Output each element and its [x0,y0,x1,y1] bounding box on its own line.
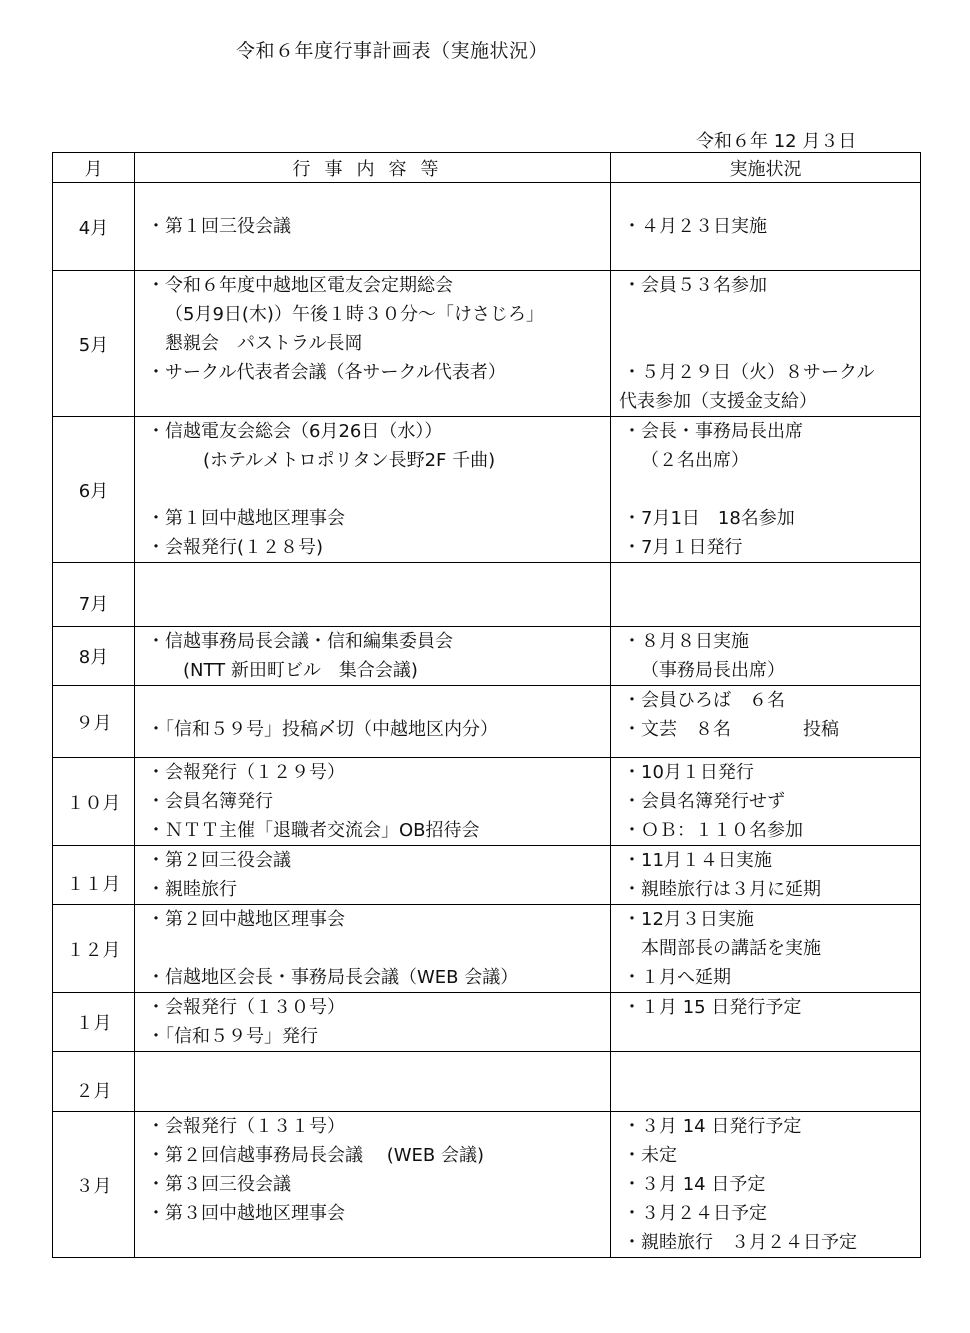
event-line: (NTT 新田町ビル 集合会議) [183,660,418,681]
status-line: ・１月 15 日発行予定 [623,997,802,1018]
status-line: ・会員５３名参加 [623,275,767,296]
status-line: ・５月２９日（火）８サークル [623,362,875,383]
event-line: ・「信和５９号」発行 [147,1026,318,1047]
event-line: 懇親会 パストラル長岡 [165,333,363,354]
table-row [53,993,921,1052]
table-row [53,846,921,905]
status-cell [611,993,921,1052]
status-line: ・会員名簿発行せず [623,791,785,812]
month-cell [53,627,135,686]
status-cell [611,846,921,905]
status-cell [611,563,921,627]
event-line [135,1081,610,1110]
event-line: ・ＮＴＴ主催「退職者交流会」OB招待会 [147,820,480,841]
event-line [135,1052,610,1081]
event-line: ・信越地区会長・事務局長会議（WEB 会議） [147,967,519,988]
status-line: ・7月１日発行 [623,537,743,558]
status-line [611,1022,920,1051]
event-line [135,183,610,212]
header-event: 行事内容等 [135,153,611,183]
event-line: ・サークル代表者会議（各サークル代表者） [147,362,506,383]
event-cell [135,1052,611,1112]
event-line: ・信越電友会総会（6月26日（水）） [147,421,443,442]
event-cell [135,758,611,846]
event-line: ・会報発行（１３１号） [147,1116,345,1137]
event-line: （5月9日(木)）午後１時３０分～「けさじろ」 [165,304,544,325]
status-cell [611,271,921,417]
status-line: ・３月 14 日発行予定 [623,1116,802,1137]
event-line: ・会報発行（１３０号） [147,997,345,1018]
document-date: 令和６年 12 月３日 [696,131,857,152]
month-label: 4月 [78,217,109,239]
month-cell [53,271,135,417]
document-title: 令和６年度行事計画表（実施状況） [236,40,549,62]
event-cell [135,563,611,627]
event-line: ・第３回三役会議 [147,1174,291,1195]
status-line: ・４月２３日実施 [623,216,767,237]
table-row [53,1112,921,1258]
status-line [611,183,920,212]
month-label: ９月 [75,712,112,734]
status-line: 本間部長の講話を実施 [641,938,821,959]
table-row [53,627,921,686]
event-cell [135,993,611,1052]
table-row [53,758,921,846]
status-line [611,592,920,621]
month-cell [53,686,135,758]
event-cell [135,271,611,417]
month-label: ３月 [75,1175,112,1197]
event-line [135,934,610,963]
status-cell [611,1052,921,1112]
status-line: ・11月１４日実施 [623,850,772,871]
status-line [611,1081,920,1110]
month-label: １０月 [66,792,121,814]
event-cell [135,417,611,563]
status-line: ・３月２４日予定 [623,1203,767,1224]
month-cell [53,183,135,271]
month-label: ２月 [75,1080,112,1102]
table-row [53,563,921,627]
event-line: ・第２回三役会議 [147,850,291,871]
event-line: ・会員名簿発行 [147,791,273,812]
event-line: ・第２回中越地区理事会 [147,909,345,930]
status-line: ・ＯＢ：１１０名参加 [623,820,803,841]
event-line: ・第２回信越事務局長会議 (WEB 会議) [147,1145,485,1166]
month-label: 6月 [78,480,109,502]
event-line: ・親睦旅行 [147,879,237,900]
month-cell [53,1052,135,1112]
status-line [611,329,920,358]
status-line: ・12月３日実施 [623,909,754,930]
event-line: ・第１回中越地区理事会 [147,508,345,529]
status-line: ・１月へ延期 [623,967,731,988]
event-line [135,1228,610,1257]
event-line: ・信越事務局長会議・信和編集委員会 [147,631,453,652]
month-label: 5月 [78,334,109,356]
month-label: 7月 [78,593,109,615]
event-cell [135,183,611,271]
month-cell [53,905,135,993]
table-row [53,271,921,417]
event-cell [135,686,611,758]
month-label: 8月 [78,647,109,668]
header-month: 月 [53,153,135,183]
status-line: ・親睦旅行は３月に延期 [623,879,821,900]
status-cell [611,905,921,993]
event-cell [135,1112,611,1258]
status-line [611,1052,920,1081]
event-cell [135,846,611,905]
month-cell [53,758,135,846]
status-line: ・会長・事務局長出席 [623,421,803,442]
event-cell [135,627,611,686]
status-line: ・10月１日発行 [623,762,754,783]
event-line: ・第１回三役会議 [147,216,291,237]
month-cell [53,993,135,1052]
event-line: ・「信和５９号」投稿〆切（中越地区内分） [147,719,498,740]
status-line: （事務局長出席） [641,660,785,681]
event-line [135,592,610,621]
month-cell [53,1112,135,1258]
table-row [53,686,921,758]
status-line: ・８月８日実施 [623,631,749,652]
table-row [53,1052,921,1112]
status-cell [611,758,921,846]
status-cell [611,1112,921,1258]
status-line: ・文芸 ８名 投稿 [623,719,839,740]
month-cell [53,563,135,627]
month-label: １月 [75,1013,112,1034]
event-line: ・会報発行(１２８号) [147,537,324,558]
status-line: ・未定 [623,1145,677,1166]
status-line [611,300,920,329]
status-cell [611,686,921,758]
table-row [53,183,921,271]
header-status: 実施状況 [611,153,921,183]
status-cell [611,627,921,686]
event-line: ・令和６年度中越地区電友会定期総会 [147,275,453,296]
table-header-row [53,153,921,183]
event-line: ・会報発行（１２９号） [147,762,345,783]
status-line: ・会員ひろば ６名 [623,690,785,711]
event-line [135,475,610,504]
event-schedule-table [52,152,921,1258]
status-line: ・３月 14 日予定 [623,1174,766,1195]
status-cell [611,183,921,271]
table-row [53,905,921,993]
status-cell [611,417,921,563]
status-line: ・親睦旅行 ３月２４日予定 [623,1232,857,1253]
event-line [135,686,610,715]
event-line: ・第３回中越地区理事会 [147,1203,345,1224]
status-line: （２名出席） [641,450,749,471]
month-cell [53,417,135,563]
status-line: 代表参加（支援金支給） [619,391,817,412]
table-row [53,417,921,563]
status-line: ・7月1日 18名参加 [623,508,795,529]
event-line: (ホテルメトロポリタン長野2F 千曲) [203,450,496,471]
month-label: １２月 [66,939,121,961]
month-cell [53,846,135,905]
status-line [611,475,920,504]
status-line [611,563,920,592]
event-cell [135,905,611,993]
event-line [135,563,610,592]
month-label: １１月 [66,874,121,895]
